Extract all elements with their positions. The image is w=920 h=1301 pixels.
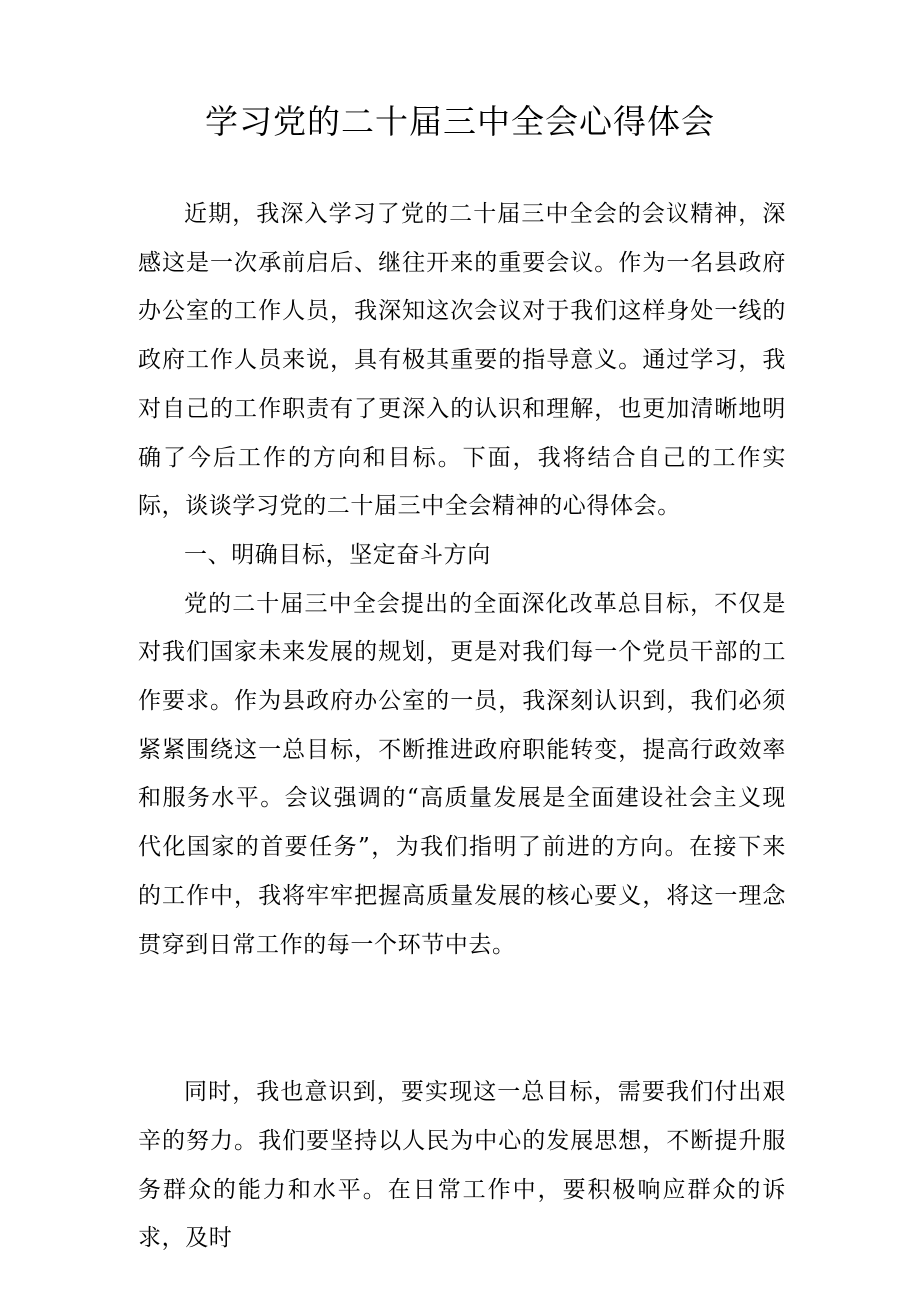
intro-paragraph: 近期，我深入学习了党的二十届三中全会的会议精神，深感这是一次承前启后、继往开来的重要会议。作为一名县政府办公室的工作人员，我深知这次会议对于我们这样身处一线的政府工作人员来说，具有极其重要的指导意义。通过学习，我对自己的工作职责有了更深入的认识和理解，也更加清晰地明确了今后工作的方向和目标。下面，我将结合自己的工作实际，谈谈学习党的二十届三中全会精神的心得体会。 [138, 201, 786, 520]
document-body [138, 190, 786, 1263]
section-paragraph-1: 党的二十届三中全会提出的全面深化改革总目标，不仅是对我们国家未来发展的规划，更是对我们每一个党员干部的工作要求。作为县政府办公室的一员，我深刻认识到，我们必须紧紧围绕这一总目标，不断推进政府职能转变，提高行政效率和服务水平。会议强调的“高质量发展是全面建设社会主义现代化国家的首要任务”，为我们指明了前进的方向。在接下来的工作中，我将牢牢把握高质量发展的核心要义，将这一理念贯穿到日常工作的每一个环节中去。 [138, 590, 786, 958]
section-paragraph-2: 同时，我也意识到，要实现这一总目标，需要我们付出艰辛的努力。我们要坚持以人民为中心的发展思想，不断提升服务群众的能力和水平。在日常工作中，要积极响应群众的诉求，及时 [138, 1079, 786, 1252]
document-title: 学习党的二十届三中全会心得体会 [205, 102, 715, 141]
section-heading: 一、明确目标，坚定奋斗方向 [184, 541, 491, 568]
paragraph-gap [138, 969, 786, 1068]
